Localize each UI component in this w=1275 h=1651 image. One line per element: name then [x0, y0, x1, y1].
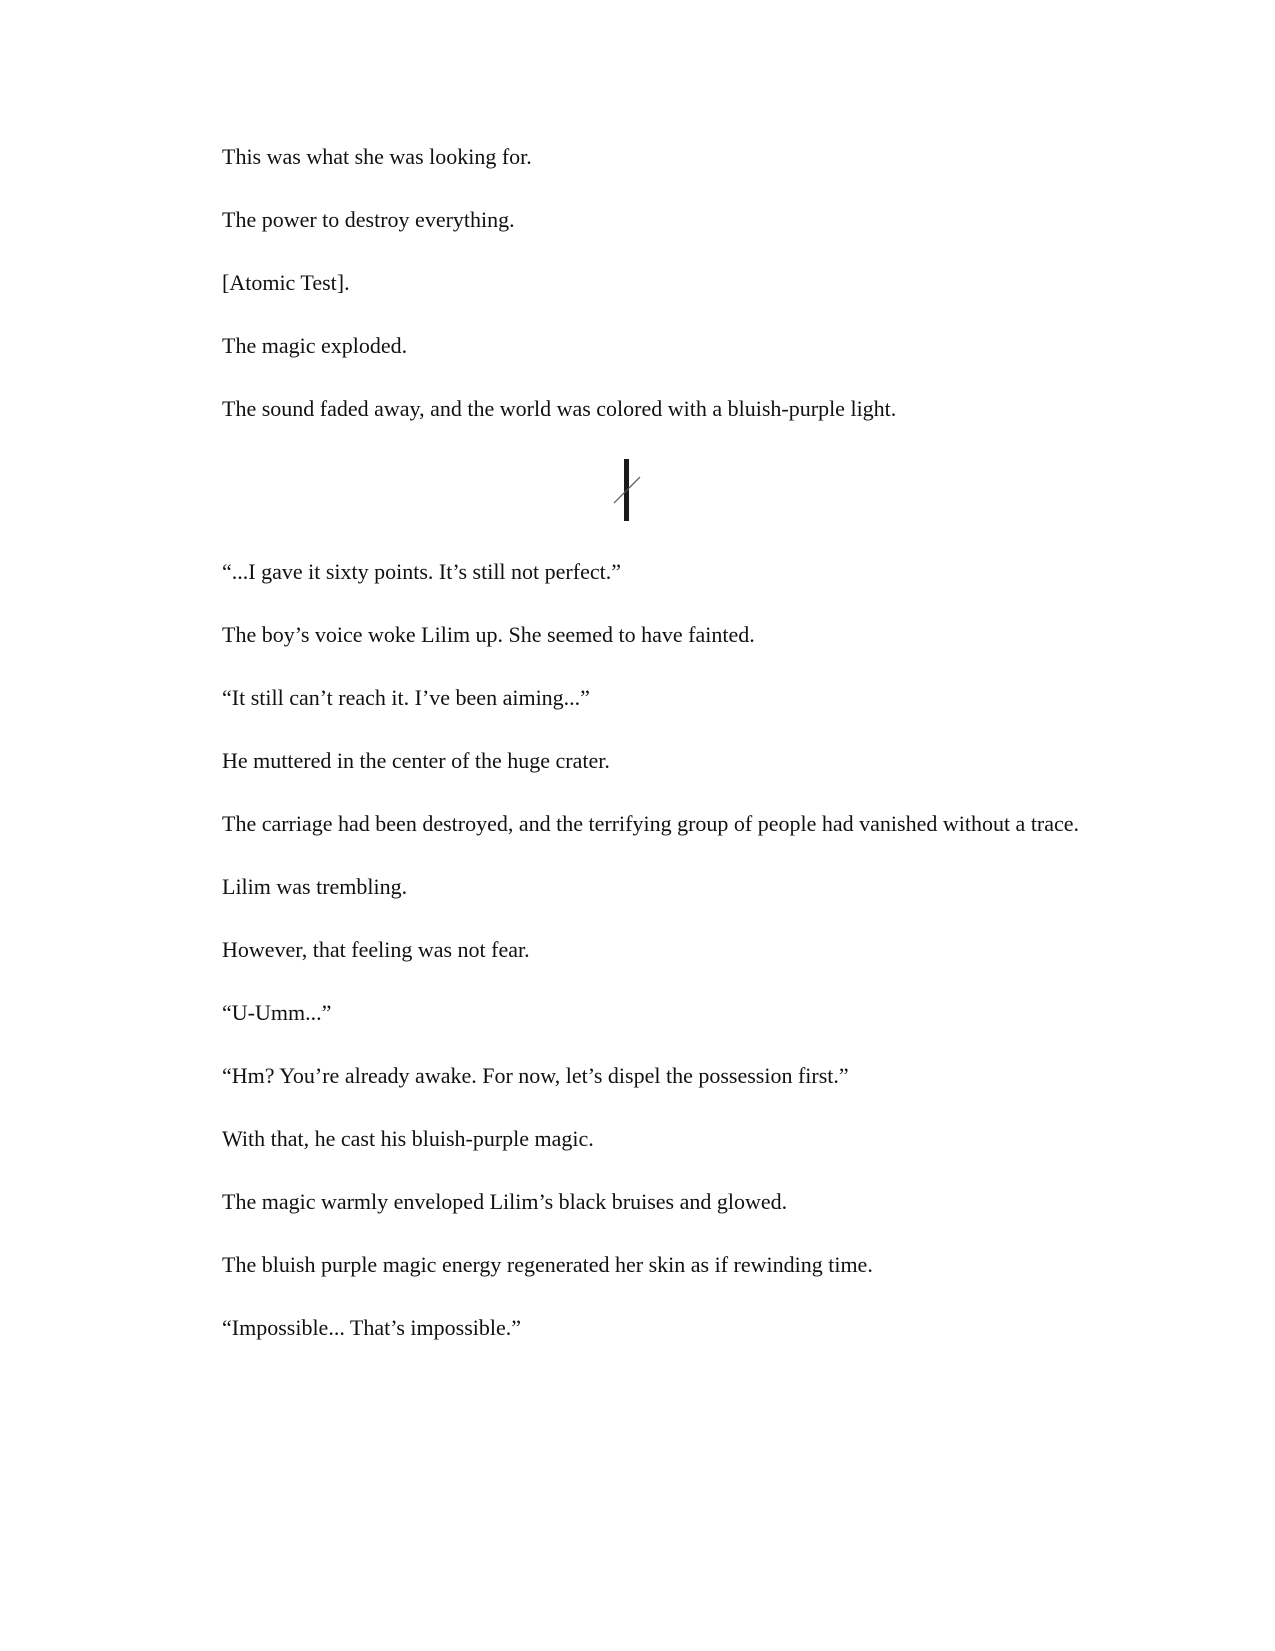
paragraph: The sound faded away, and the world was colored with a bluish-purple light. — [222, 396, 897, 421]
paragraph: “Impossible... That’s impossible.” — [222, 1315, 522, 1340]
paragraph: “U-Umm...” — [222, 1000, 332, 1025]
paragraph: “Hm? You’re already awake. For now, let’s dispel the possession first.” — [222, 1063, 849, 1088]
paragraph: He muttered in the center of the huge crater. — [222, 748, 610, 773]
paragraph: The power to destroy everything. — [222, 207, 515, 232]
paragraph: “It still can’t reach it. I’ve been aiming...” — [222, 685, 590, 710]
scene-break — [148, 455, 1110, 525]
paragraph: The magic warmly enveloped Lilim’s black bruises and glowed. — [222, 1189, 788, 1214]
paragraph: “...I gave it sixty points. It’s still not perfect.” — [222, 559, 621, 584]
scene-break-icon — [610, 455, 650, 525]
paragraph: Lilim was trembling. — [222, 874, 408, 899]
text-body — [148, 140, 1110, 1374]
paragraph: However, that feeling was not fear. — [222, 937, 530, 962]
paragraph: The carriage had been destroyed, and the terrifying group of people had vanished without a trace. — [222, 811, 1080, 836]
paragraph: The boy’s voice woke Lilim up. She seemed to have fainted. — [222, 622, 755, 647]
paragraph: The bluish purple magic energy regenerated her skin as if rewinding time. — [222, 1252, 873, 1277]
paragraph: [Atomic Test]. — [222, 270, 350, 295]
paragraph: The magic exploded. — [222, 333, 408, 358]
paragraph: With that, he cast his bluish-purple magic. — [222, 1126, 594, 1151]
paragraph: This was what she was looking for. — [222, 144, 532, 169]
